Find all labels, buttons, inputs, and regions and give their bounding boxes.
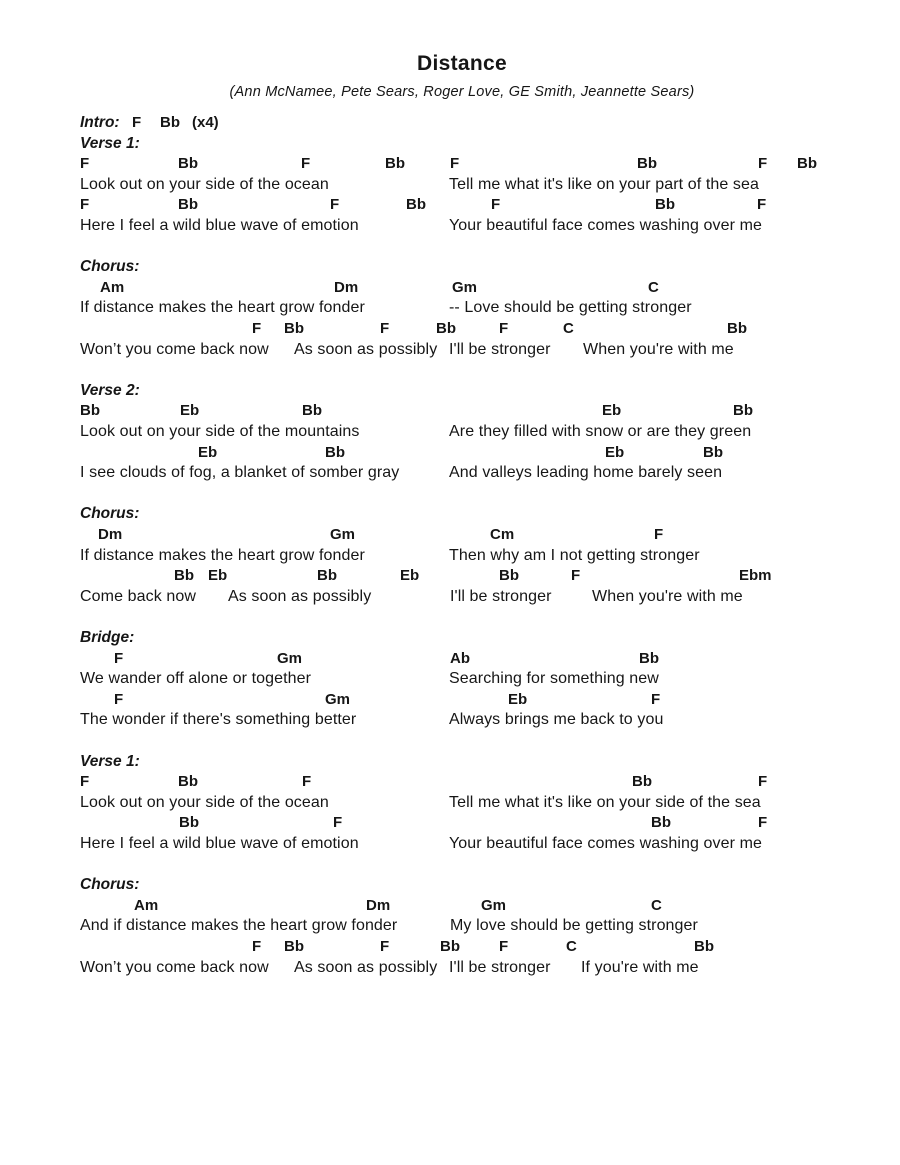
song-line <box>0 382 900 403</box>
lyric-text: As soon as possibly <box>228 587 372 605</box>
chord-text: Bb <box>639 649 659 667</box>
blank-line <box>0 732 900 753</box>
song-line <box>0 402 900 423</box>
song-line <box>0 114 900 135</box>
song-line <box>0 938 900 959</box>
blank-line <box>0 238 900 259</box>
chord-text: Bb <box>637 155 657 173</box>
chord-text: Gm <box>330 526 356 543</box>
chord-text: F <box>499 320 509 337</box>
song-line <box>0 341 900 362</box>
chord-text: F <box>758 814 768 832</box>
chord-text: Bb <box>436 320 456 337</box>
song-line <box>0 711 900 732</box>
chord-text: Bb <box>733 402 753 420</box>
chord-text: C <box>563 320 574 337</box>
lyric-text: The wonder if there's something better <box>80 711 357 729</box>
song-line <box>0 629 900 650</box>
lyric-text: And if distance makes the heart grow fonder <box>80 917 398 935</box>
lyric-text: Here I feel a wild blue wave of emotion <box>80 835 359 852</box>
chord-text: F <box>758 773 768 791</box>
song-line <box>0 320 900 341</box>
chord-text: F <box>132 114 142 131</box>
lyric-text: I see clouds of fog, a blanket of somber gray <box>80 464 400 482</box>
song-line <box>0 155 900 176</box>
lyric-text: I'll be stronger <box>449 340 551 358</box>
lyric-text: Look out on your side of the mountains <box>80 423 360 440</box>
song-line <box>0 670 900 691</box>
chord-text: Gm <box>452 278 478 296</box>
chord-text: F <box>330 196 340 214</box>
chord-text: F <box>654 526 664 543</box>
lyric-text: Then why am I not getting stronger <box>449 546 700 564</box>
chord-text: Bb <box>632 773 652 791</box>
lyric-text: If distance makes the heart grow fonder <box>80 546 365 564</box>
song-line <box>0 217 900 238</box>
chord-text: Cm <box>490 526 515 543</box>
song-line <box>0 299 900 320</box>
chord-text: F <box>80 773 90 791</box>
lyric-text: Your beautiful face comes washing over me <box>449 217 763 234</box>
song-line <box>0 917 900 938</box>
song-line <box>0 258 900 279</box>
chord-text: Bb <box>727 320 747 337</box>
chord-text: Eb <box>605 443 625 461</box>
chord-text: Bb <box>284 938 304 955</box>
chord-text: Eb <box>208 567 228 585</box>
lyric-text: Your beautiful face comes washing over me <box>449 835 763 852</box>
chord-text: F <box>114 690 124 708</box>
chord-text: F <box>301 155 311 173</box>
song-line <box>0 176 900 197</box>
chord-text: Bb <box>385 155 405 173</box>
chord-text: Bb <box>178 155 198 173</box>
chord-text: Gm <box>325 690 351 708</box>
chord-text: Bb <box>179 814 199 832</box>
chord-text: Bb <box>406 196 426 214</box>
lyric-text: Tell me what it's like on your part of the sea <box>449 175 760 193</box>
section-label: Verse 1: <box>80 134 140 152</box>
chord-text: F <box>499 938 509 955</box>
lyric-text: -- Love should be getting stronger <box>449 299 692 317</box>
lyric-text: Searching for something new <box>449 670 659 688</box>
lyric-text: We wander off alone or together <box>80 670 312 688</box>
chord-text: F <box>571 567 581 585</box>
chord-text: Ab <box>450 649 470 667</box>
section-label: Intro: <box>80 114 120 131</box>
chord-text: Ebm <box>739 567 772 585</box>
chord-text: Bb <box>651 814 671 832</box>
song-body <box>0 114 900 1114</box>
chord-text: Dm <box>98 526 123 543</box>
section-label: Bridge: <box>80 629 135 646</box>
lyric-text: As soon as possibly <box>294 340 438 358</box>
blank-line <box>0 361 900 382</box>
chord-text: Bb <box>797 155 817 173</box>
song-line <box>0 423 900 444</box>
chord-text: C <box>651 896 662 914</box>
lyric-text: Won’t you come back now <box>80 340 269 358</box>
blank-line <box>0 856 900 877</box>
lyric-text: My love should be getting stronger <box>450 917 698 935</box>
lyric-text: Look out on your side of the ocean <box>80 175 329 193</box>
lyric-text: Look out on your side of the ocean <box>80 793 329 811</box>
song-line <box>0 959 900 980</box>
song-line <box>0 196 900 217</box>
chord-text: Bb <box>174 567 194 585</box>
song-line <box>0 505 900 526</box>
chord-text: F <box>252 938 262 955</box>
song-line <box>0 691 900 712</box>
lyric-text: As soon as possibly <box>294 958 438 976</box>
chord-text: Bb <box>694 938 714 955</box>
chord-text: Bb <box>325 443 345 461</box>
lyric-text: Tell me what it's like on your side of the sea <box>449 793 761 811</box>
chord-text: Bb <box>440 938 460 955</box>
lyric-text: I'll be stronger <box>449 958 551 976</box>
song-header <box>24 52 900 100</box>
lyric-text: And valleys leading home barely seen <box>449 464 723 482</box>
chord-text: Bb <box>178 196 198 214</box>
chord-text: F <box>252 320 262 337</box>
lyric-text: Are they filled with snow or are they green <box>449 423 752 440</box>
lyric-text: Always brings me back to you <box>449 711 664 729</box>
chord-text: C <box>648 278 659 296</box>
section-label: Chorus: <box>80 505 140 523</box>
song-line <box>0 526 900 547</box>
chord-text: F <box>380 320 390 337</box>
chord-text: Bb <box>703 443 723 461</box>
section-label: Chorus: <box>80 258 140 276</box>
chord-text: Eb <box>180 402 200 420</box>
chord-text: Bb <box>302 402 322 420</box>
chord-text: F <box>757 196 767 214</box>
chord-text: Eb <box>198 443 218 461</box>
song-line <box>0 464 900 485</box>
chord-text: F <box>758 155 768 173</box>
song-line <box>0 794 900 815</box>
lyric-text: I'll be stronger <box>450 587 552 605</box>
song-line <box>0 814 900 835</box>
chord-text: Am <box>134 896 159 914</box>
chord-text: F <box>80 155 90 173</box>
chord-text: Bb <box>178 773 198 791</box>
chord-text: Eb <box>508 690 528 708</box>
song-line <box>0 547 900 568</box>
section-label: Verse 1: <box>80 752 140 770</box>
chord-text: Bb <box>284 320 304 337</box>
blank-line <box>0 485 900 506</box>
song-line <box>0 753 900 774</box>
lyric-text: Won’t you come back now <box>80 958 269 976</box>
lyric-text: If you're with me <box>581 958 699 976</box>
chord-text: Gm <box>277 649 303 667</box>
song-credits: (Ann McNamee, Pete Sears, Roger Love, GE Smith, Jeannette Sears) <box>229 84 695 100</box>
chord-text: F <box>80 196 90 214</box>
chord-text: Bb <box>317 567 337 585</box>
section-label: Chorus: <box>80 876 140 894</box>
song-line <box>0 135 900 156</box>
chord-text: Bb <box>655 196 675 214</box>
chord-text: F <box>491 196 501 214</box>
blank-line <box>0 608 900 629</box>
song-line <box>0 650 900 671</box>
chord-text: Dm <box>334 278 359 296</box>
chord-text: F <box>333 814 343 832</box>
chord-text: F <box>651 690 661 708</box>
chord-text: Eb <box>602 402 622 420</box>
section-label: Verse 2: <box>80 381 140 399</box>
song-line <box>0 835 900 856</box>
lyric-text: If distance makes the heart grow fonder <box>80 299 365 317</box>
song-line <box>0 897 900 918</box>
chord-text: Bb <box>160 114 180 131</box>
song-line <box>0 876 900 897</box>
chord-text: F <box>302 773 312 791</box>
chord-text: Eb <box>400 567 420 585</box>
lyric-text: When you're with me <box>583 340 734 358</box>
song-line <box>0 567 900 588</box>
chord-text: Bb <box>80 402 100 420</box>
lyric-text: When you're with me <box>592 587 743 605</box>
chord-text: Am <box>100 278 125 296</box>
song-line <box>0 588 900 609</box>
song-title: Distance <box>417 52 507 75</box>
song-line <box>0 279 900 300</box>
chord-text: F <box>450 155 460 173</box>
chord-text: F <box>380 938 390 955</box>
lyric-text: Here I feel a wild blue wave of emotion <box>80 217 359 234</box>
chord-text: Bb <box>499 567 519 585</box>
song-line <box>0 444 900 465</box>
lyric-text: Come back now <box>80 587 197 605</box>
chord-text: F <box>114 649 124 667</box>
chord-text: Gm <box>481 896 507 914</box>
chord-text: (x4) <box>192 114 219 131</box>
song-line <box>0 773 900 794</box>
chord-text: Dm <box>366 896 391 914</box>
chord-text: C <box>566 938 577 955</box>
